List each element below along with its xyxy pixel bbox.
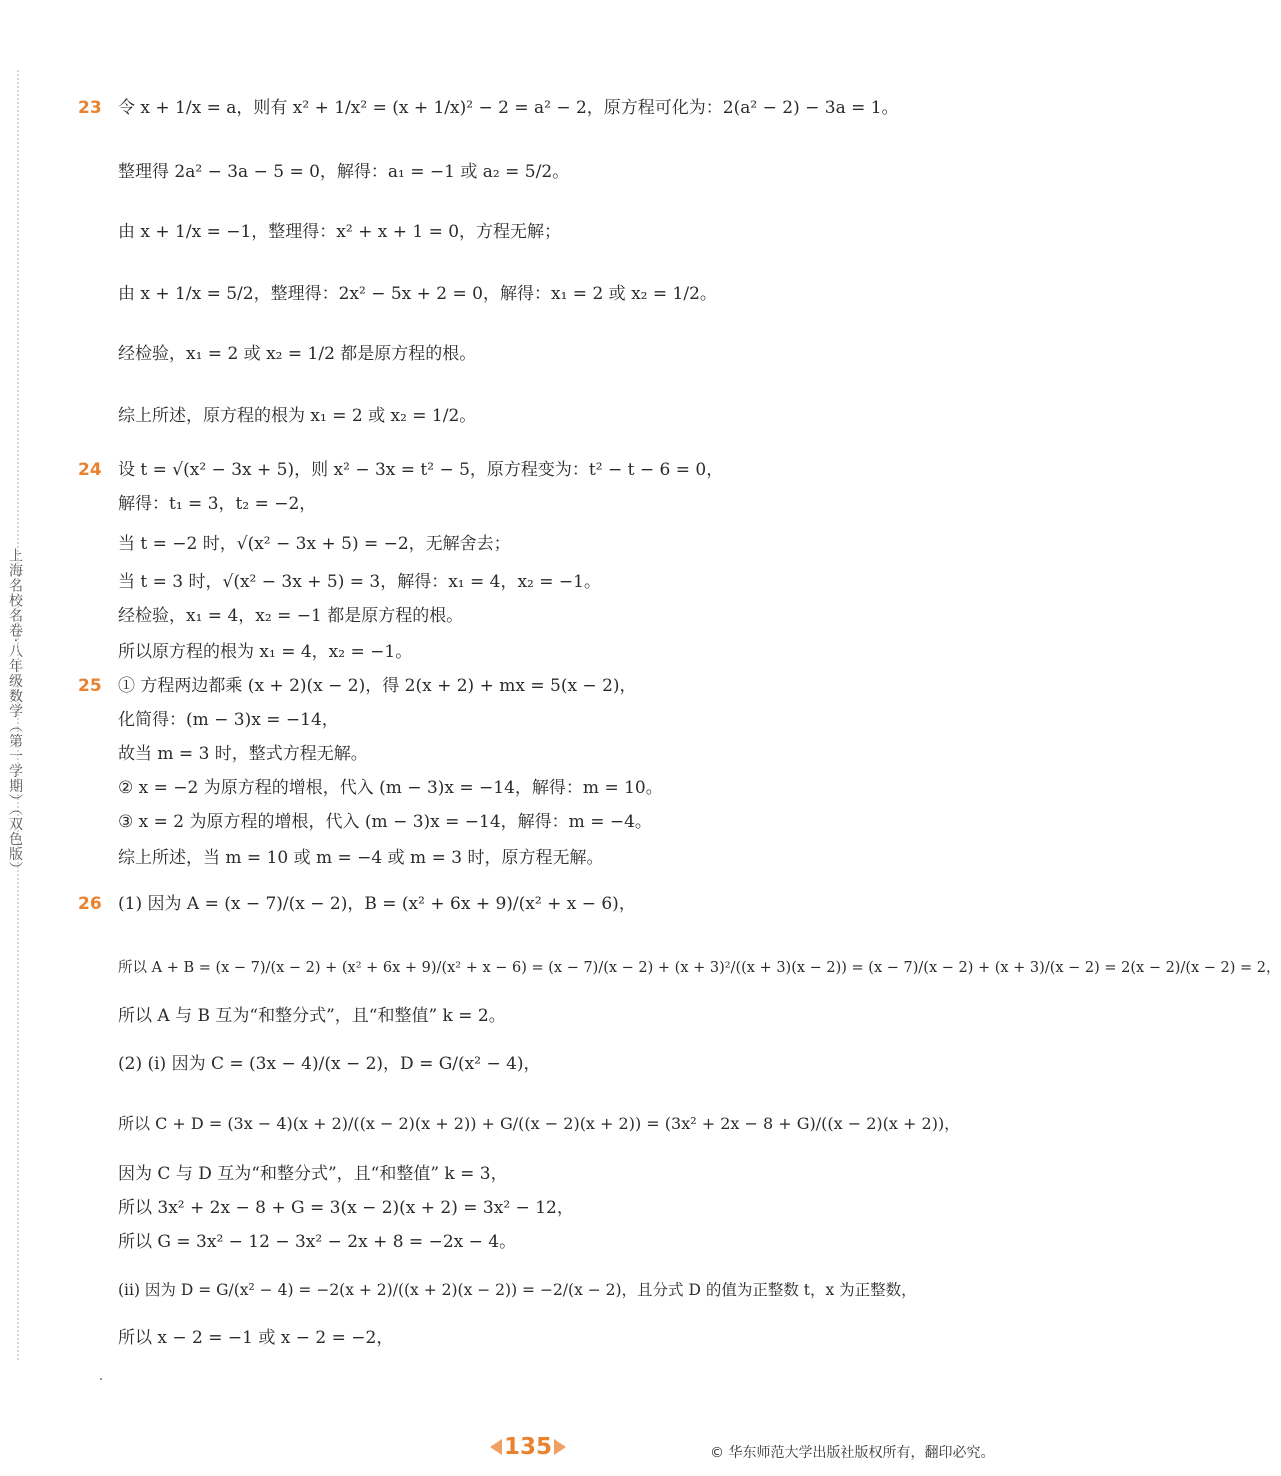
solution-line: ③ x = 2 为原方程的增根，代入 (m − 3)x = −14，解得：m = −4。 bbox=[118, 812, 652, 832]
solution-line: (1) 因为 A = (x − 7)/(x − 2)，B = (x² + 6x + 9)/(x² + x − 6)， bbox=[118, 894, 636, 914]
problem-number: 24 bbox=[78, 460, 102, 480]
solution-line: 所以 3x² + 2x − 8 + G = 3(x − 2)(x + 2) = 3x² − 12， bbox=[118, 1198, 574, 1218]
solution-line: 综上所述，当 m = 10 或 m = −4 或 m = 3 时，原方程无解。 bbox=[118, 848, 604, 868]
solution-line: 解得：t₁ = 3，t₂ = −2， bbox=[118, 494, 317, 514]
problem-number: 23 bbox=[78, 98, 102, 118]
solution-line: 整理得 2a² − 3a − 5 = 0，解得：a₁ = −1 或 a₂ = 5/2。 bbox=[118, 162, 570, 182]
solution-line: 设 t = √(x² − 3x + 5)，则 x² − 3x = t² − 5，原方程变为：t² − t − 6 = 0， bbox=[118, 460, 724, 480]
side-book-title: 上海名校名卷·八年级数学（第一学期）（双色版） bbox=[7, 548, 23, 877]
solution-line: 令 x + 1/x = a，则有 x² + 1/x² = (x + 1/x)² − 2 = a² − 2，原方程可化为：2(a² − 2) − 3a = 1。 bbox=[118, 98, 899, 118]
solution-line: 因为 C 与 D 互为“和整分式”，且“和整值” k = 3， bbox=[118, 1164, 508, 1184]
copyright-notice: © 华东师范大学出版社版权所有，翻印必究。 bbox=[710, 1445, 995, 1461]
solution-line: 由 x + 1/x = −1，整理得：x² + x + 1 = 0，方程无解； bbox=[118, 222, 562, 242]
triangle-left-icon bbox=[490, 1439, 502, 1455]
solution-line: ① 方程两边都乘 (x + 2)(x − 2)，得 2(x + 2) + mx = 5(x − 2)， bbox=[118, 676, 637, 696]
print-speck bbox=[100, 1378, 102, 1380]
problem-number: 25 bbox=[78, 676, 102, 696]
solution-line: 所以 G = 3x² − 12 − 3x² − 2x + 8 = −2x − 4。 bbox=[118, 1232, 517, 1252]
solution-line: 所以 A 与 B 互为“和整分式”，且“和整值” k = 2。 bbox=[118, 1006, 506, 1026]
solution-line: 所以 x − 2 = −1 或 x − 2 = −2， bbox=[118, 1328, 394, 1348]
solution-line: 所以原方程的根为 x₁ = 4，x₂ = −1。 bbox=[118, 642, 413, 662]
solution-line: ② x = −2 为原方程的增根，代入 (m − 3)x = −14，解得：m = 10。 bbox=[118, 778, 663, 798]
solution-line: 化简得：(m − 3)x = −14， bbox=[118, 710, 339, 730]
page-number: 135 bbox=[504, 1434, 553, 1460]
solution-line: 经检验，x₁ = 4，x₂ = −1 都是原方程的根。 bbox=[118, 606, 464, 626]
page-number-block bbox=[490, 1432, 566, 1462]
solution-line: 经检验，x₁ = 2 或 x₂ = 1/2 都是原方程的根。 bbox=[118, 344, 477, 364]
solution-line: (2) (i) 因为 C = (3x − 4)/(x − 2)，D = G/(x² − 4)， bbox=[118, 1054, 541, 1074]
solution-line: 所以 C + D = (3x − 4)(x + 2)/((x − 2)(x + 2)) + G/((x − 2)(x + 2)) = (3x² + 2x − 8 + G)/((x − 2)(x + 2))， bbox=[118, 1114, 961, 1133]
triangle-right-icon bbox=[554, 1439, 566, 1455]
solution-line: 故当 m = 3 时，整式方程无解。 bbox=[118, 744, 368, 764]
solution-line: 所以 A + B = (x − 7)/(x − 2) + (x² + 6x + 9)/(x² + x − 6) = (x − 7)/(x − 2) + (x + 3)²/((x + 3)(x − 2)) = (x − 7)/(x − 2) + (x + 3)/(x − 2) = 2(x − 2)/(x − 2) = 2， bbox=[118, 960, 1281, 976]
solution-line: (ii) 因为 D = G/(x² − 4) = −2(x + 2)/((x + 2)(x − 2)) = −2/(x − 2)，且分式 D 的值为正整数 t，x 为正整数， bbox=[118, 1281, 917, 1299]
solution-line: 综上所述，原方程的根为 x₁ = 2 或 x₂ = 1/2。 bbox=[118, 406, 477, 426]
problem-number: 26 bbox=[78, 894, 102, 914]
solution-line: 当 t = −2 时，√(x² − 3x + 5) = −2，无解舍去； bbox=[118, 534, 511, 554]
solution-line: 当 t = 3 时，√(x² − 3x + 5) = 3，解得：x₁ = 4，x₂ = −1。 bbox=[118, 572, 601, 592]
solution-line: 由 x + 1/x = 5/2，整理得：2x² − 5x + 2 = 0，解得：x₁ = 2 或 x₂ = 1/2。 bbox=[118, 284, 717, 304]
